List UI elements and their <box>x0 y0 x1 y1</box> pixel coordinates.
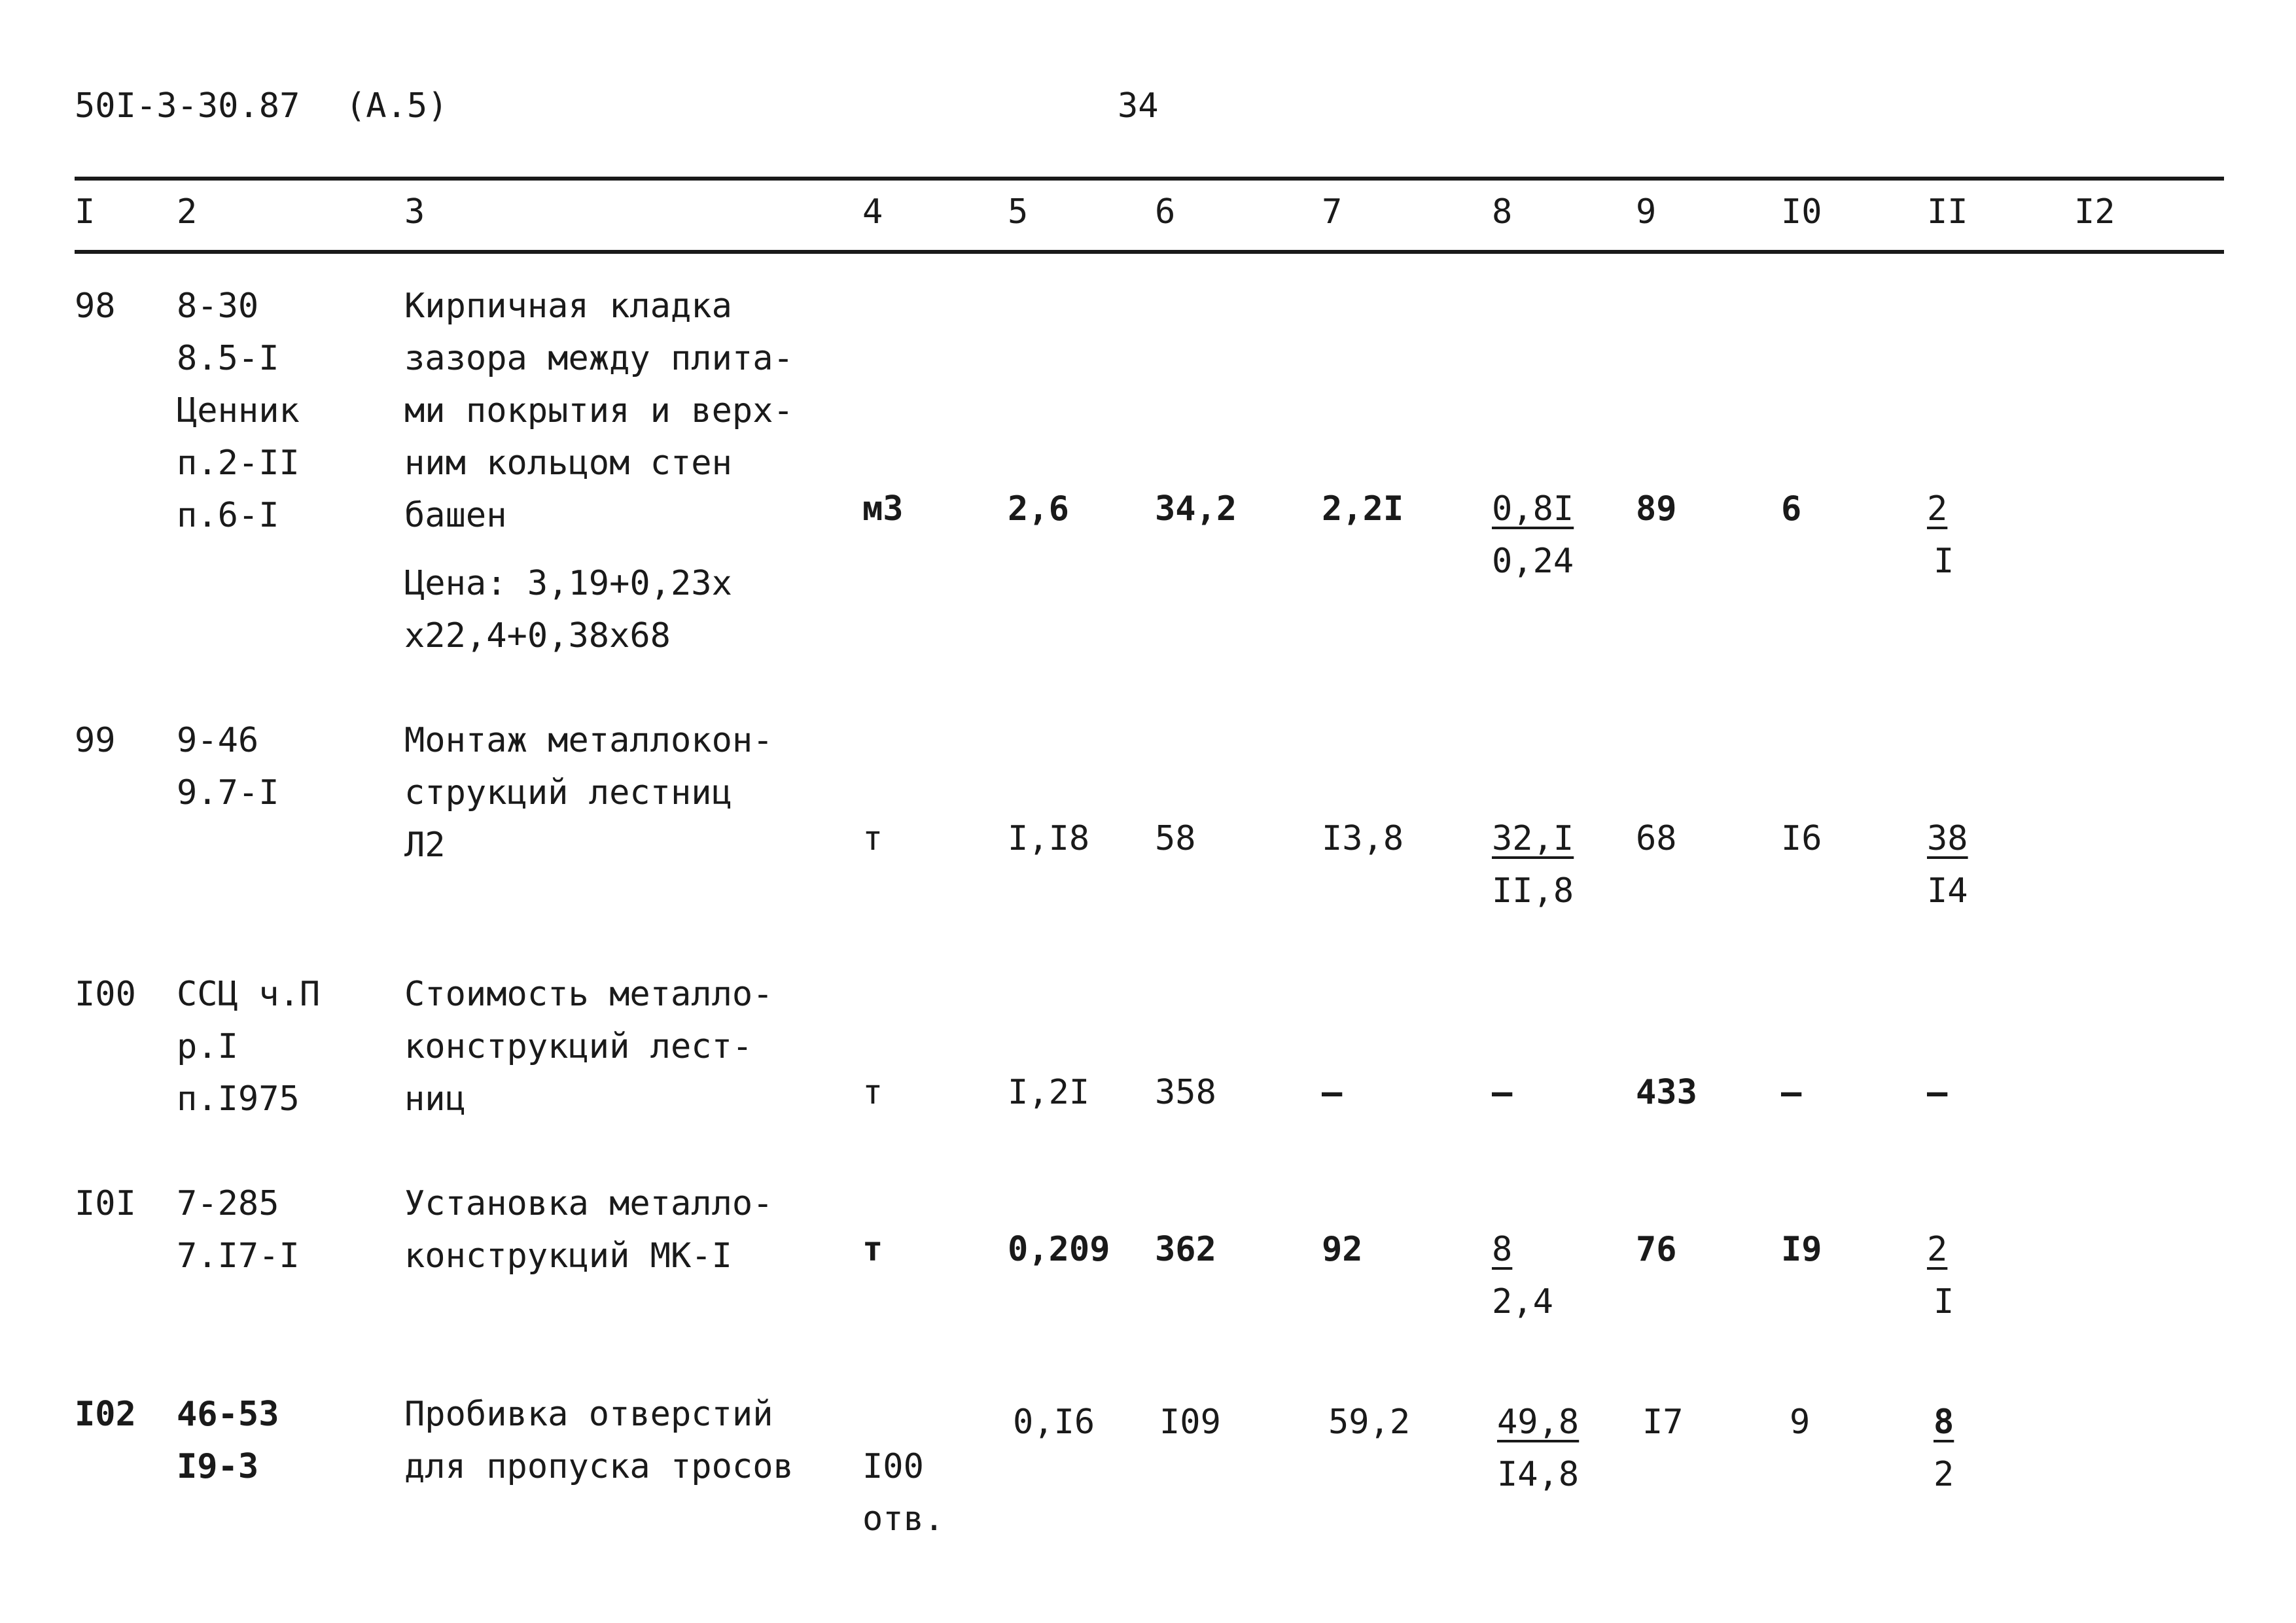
value-cell: 59,2 <box>1328 1403 1411 1442</box>
value-cell: 358 <box>1155 1073 1216 1112</box>
dash-cell: – <box>1927 1073 1948 1112</box>
fraction-numerator: 2 <box>1927 489 1948 529</box>
value-cell: 58 <box>1155 819 1196 858</box>
column-header: 2 <box>177 192 198 232</box>
row-codes <box>177 1178 300 1282</box>
value-cell: 92 <box>1322 1230 1363 1269</box>
description-line: ним кольцом стен <box>404 444 732 483</box>
fraction-numerator: 49,8 <box>1497 1403 1580 1442</box>
fraction-denominator: I <box>1934 542 1954 581</box>
unit-line: I00 <box>862 1447 924 1486</box>
row-codes <box>177 714 279 819</box>
code-line: 9.7-I <box>177 773 279 812</box>
value-cell: I7 <box>1642 1403 1684 1442</box>
fraction-numerator: 38 <box>1927 819 1968 858</box>
document-code: 50I-3-30.87 <box>75 86 300 126</box>
row-number: I0I <box>75 1184 136 1223</box>
row-number: I00 <box>75 975 136 1014</box>
fraction-denominator: I4,8 <box>1497 1455 1580 1494</box>
description-line: Установка металло- <box>404 1184 773 1223</box>
fraction-denominator: II,8 <box>1492 871 1574 911</box>
price-line: х22,4+0,38х68 <box>404 616 671 655</box>
code-line: п.2-II <box>177 444 300 483</box>
value-cell: 2,2I <box>1322 489 1404 529</box>
row-description <box>404 714 773 871</box>
code-line: 9-46 <box>177 721 259 760</box>
code-line: р.I <box>177 1027 238 1066</box>
fraction-denominator: I <box>1934 1282 1954 1321</box>
column-header: I2 <box>2074 192 2115 232</box>
fraction-denominator: 0,24 <box>1492 542 1574 581</box>
value-cell: I09 <box>1159 1403 1221 1442</box>
row-description <box>404 1178 773 1282</box>
value-cell: 9 <box>1790 1403 1810 1442</box>
column-header: II <box>1927 192 1968 232</box>
value-cell: 433 <box>1636 1073 1697 1112</box>
description-line: конструкций МК-I <box>404 1236 732 1276</box>
column-header: 8 <box>1492 192 1513 232</box>
description-line: зазора между плита- <box>404 339 794 378</box>
column-header: 9 <box>1636 192 1657 232</box>
row-codes <box>177 1388 279 1493</box>
row-number: I02 <box>75 1395 136 1434</box>
dash-cell: – <box>1781 1073 1802 1112</box>
column-header: 6 <box>1155 192 1176 232</box>
fraction-numerator: 8 <box>1934 1403 1954 1442</box>
value-cell: I3,8 <box>1322 819 1404 858</box>
column-header: I0 <box>1781 192 1822 232</box>
fraction-numerator: 8 <box>1492 1230 1513 1269</box>
description-line: для пропуска тросов <box>404 1447 794 1486</box>
column-header: 4 <box>862 192 883 232</box>
row-codes <box>177 280 300 542</box>
fraction-denominator: 2 <box>1934 1455 1954 1494</box>
dash-cell: – <box>1492 1073 1513 1112</box>
code-line: п.6-I <box>177 496 279 535</box>
code-line: 46-53 <box>177 1395 279 1434</box>
fraction-denominator: 2,4 <box>1492 1282 1553 1321</box>
quantity-cell: 2,6 <box>1008 489 1069 529</box>
value-cell: 362 <box>1155 1230 1216 1269</box>
unit-cell: т <box>862 1230 883 1269</box>
description-line: конструкций лест- <box>404 1027 753 1066</box>
price-line: Цена: 3,19+0,23х <box>404 564 732 603</box>
unit-cell: м3 <box>862 489 904 529</box>
description-line: Кирпичная кладка <box>404 287 732 326</box>
row-description <box>404 968 773 1125</box>
row-description <box>404 1388 794 1493</box>
description-line: ниц <box>404 1079 466 1119</box>
quantity-cell: I,I8 <box>1008 819 1090 858</box>
code-line: 7-285 <box>177 1184 279 1223</box>
unit-line: отв. <box>862 1499 945 1539</box>
table-top-rule <box>75 177 2224 181</box>
description-line: Л2 <box>404 826 446 865</box>
fraction-numerator: 0,8I <box>1492 489 1574 529</box>
quantity-cell: I,2I <box>1008 1073 1090 1112</box>
value-cell: 76 <box>1636 1230 1677 1269</box>
code-line: ССЦ ч.П <box>177 975 321 1014</box>
description-line: Монтаж металлокон- <box>404 721 773 760</box>
unit-cell: т <box>862 1073 883 1112</box>
description-line: Пробивка отверстий <box>404 1395 773 1434</box>
quantity-cell: 0,209 <box>1008 1230 1110 1269</box>
code-line: п.I975 <box>177 1079 300 1119</box>
value-cell: 68 <box>1636 819 1677 858</box>
row-number: 99 <box>75 721 116 760</box>
column-header: I <box>75 192 96 232</box>
column-header: 7 <box>1322 192 1343 232</box>
code-line: 8.5-I <box>177 339 279 378</box>
dash-cell: – <box>1322 1073 1343 1112</box>
description-line: струкций лестниц <box>404 773 732 812</box>
value-cell: 6 <box>1781 489 1802 529</box>
value-cell: 34,2 <box>1155 489 1237 529</box>
album-code: (А.5) <box>345 86 448 126</box>
row-description <box>404 280 794 542</box>
column-header: 5 <box>1008 192 1029 232</box>
description-line: башен <box>404 496 507 535</box>
code-line: 8-30 <box>177 287 259 326</box>
row-codes <box>177 968 320 1125</box>
value-cell: 89 <box>1636 489 1677 529</box>
fraction-denominator: I4 <box>1927 871 1968 911</box>
price-formula <box>404 557 732 662</box>
code-line: Ценник <box>177 391 300 430</box>
fraction-numerator: 2 <box>1927 1230 1948 1269</box>
page-number: 34 <box>1118 86 1159 126</box>
code-line: I9-3 <box>177 1447 259 1486</box>
description-line: ми покрытия и верх- <box>404 391 794 430</box>
value-cell: I9 <box>1781 1230 1822 1269</box>
description-line: Стоимость металло- <box>404 975 773 1014</box>
unit-cell: т <box>862 819 883 858</box>
fraction-numerator: 32,I <box>1492 819 1574 858</box>
header-bottom-rule <box>75 250 2224 254</box>
value-cell: I6 <box>1781 819 1822 858</box>
row-number: 98 <box>75 287 116 326</box>
unit-cell <box>862 1440 944 1545</box>
code-line: 7.I7-I <box>177 1236 300 1276</box>
column-header: 3 <box>404 192 425 232</box>
quantity-cell: 0,I6 <box>1013 1403 1095 1442</box>
